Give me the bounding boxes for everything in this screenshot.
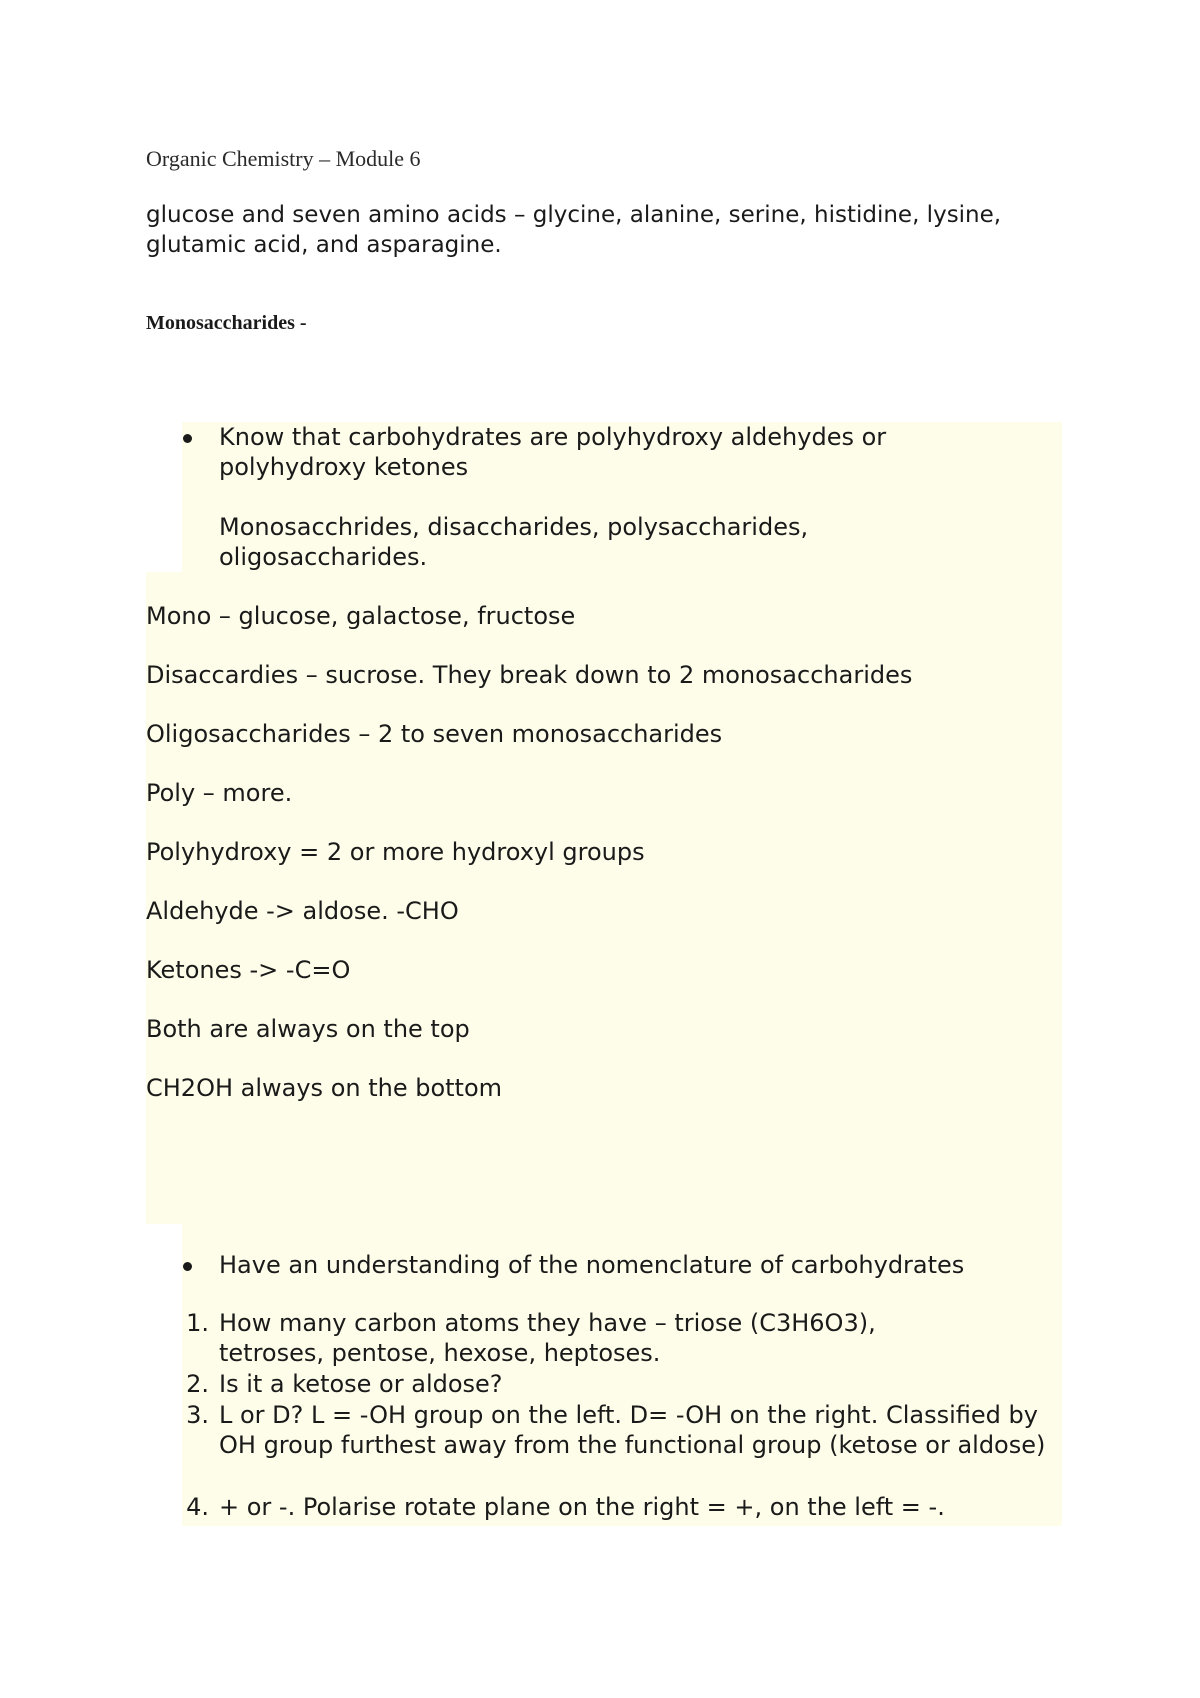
numbered-item: Is it a ketose or aldose? bbox=[219, 1370, 503, 1398]
note-line: Ketones -> -C=O bbox=[146, 956, 351, 984]
list-number: 3. bbox=[186, 1401, 209, 1429]
section-heading: Monosaccharides - bbox=[146, 312, 307, 334]
bullet-dot bbox=[183, 434, 192, 443]
note-line: Mono – glucose, galactose, fructose bbox=[146, 602, 576, 630]
bullet-item: Have an understanding of the nomenclature of carbohydrates bbox=[219, 1251, 965, 1279]
intro-paragraph: glucose and seven amino acids – glycine, alanine, serine, histidine, lysine, glutamic acid, and asparagine. bbox=[146, 202, 1002, 258]
bullet-item: Know that carbohydrates are polyhydroxy aldehydes or polyhydroxy ketones bbox=[219, 423, 887, 481]
list-number: 1. bbox=[186, 1309, 209, 1337]
bullet-sub-paragraph: Monosacchrides, disaccharides, polysaccharides, oligosaccharides. bbox=[219, 513, 809, 571]
note-line: Aldehyde -> aldose. -CHO bbox=[146, 897, 459, 925]
bullet-dot bbox=[183, 1262, 192, 1271]
note-line: Both are always on the top bbox=[146, 1015, 470, 1043]
note-line: Disaccardies – sucrose. They break down to 2 monosaccharides bbox=[146, 661, 913, 689]
note-line: CH2OH always on the bottom bbox=[146, 1074, 503, 1102]
page-title: Organic Chemistry – Module 6 bbox=[146, 146, 421, 171]
note-line: Poly – more. bbox=[146, 779, 293, 807]
numbered-item: L or D? L = -OH group on the left. D= -OH on the right. Classified by OH group furthest away from the functional group (ketose or aldose) bbox=[219, 1401, 1046, 1459]
note-line: Oligosaccharides – 2 to seven monosaccharides bbox=[146, 720, 723, 748]
numbered-item: + or -. Polarise rotate plane on the right = +, on the left = -. bbox=[219, 1493, 945, 1521]
note-line: Polyhydroxy = 2 or more hydroxyl groups bbox=[146, 838, 645, 866]
numbered-item: How many carbon atoms they have – triose (C3H6O3), tetroses, pentose, hexose, heptoses. bbox=[219, 1309, 876, 1367]
list-number: 4. bbox=[186, 1493, 209, 1521]
list-number: 2. bbox=[186, 1370, 209, 1398]
